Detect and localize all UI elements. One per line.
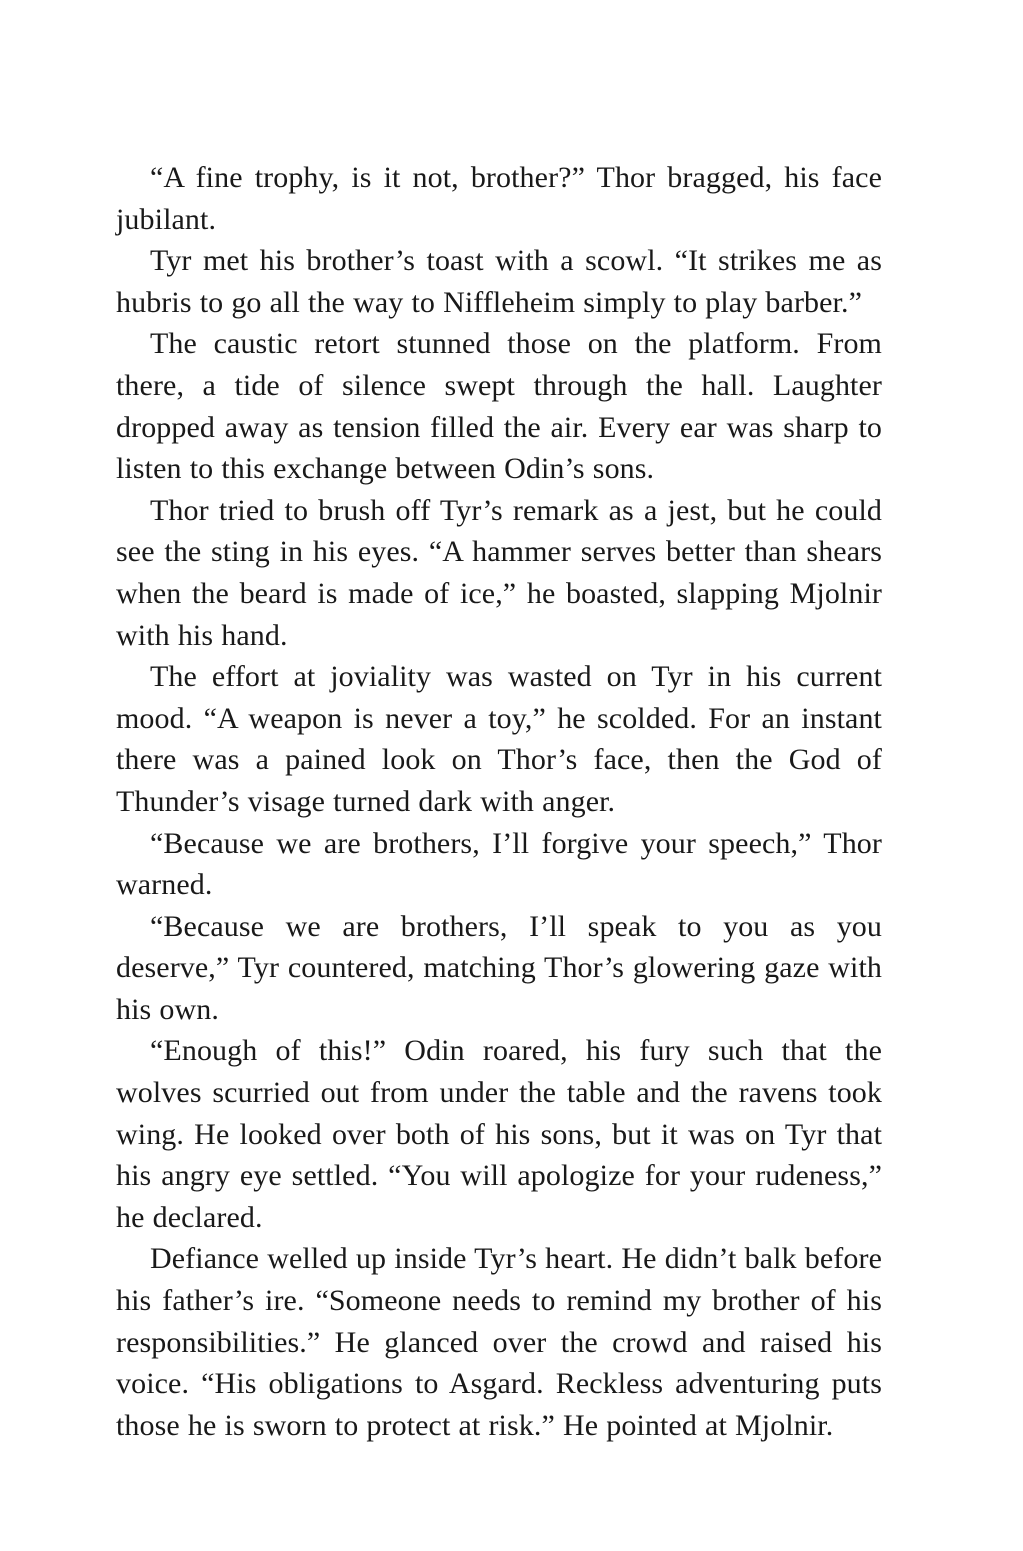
- paragraph: “Because we are brothers, I’ll forgive your speech,” Thor warned.: [116, 826, 882, 902]
- paragraph: “Because we are brothers, I’ll speak to you as you deserve,” Tyr countered, matching Thor’s glowering gaze with his own.: [116, 909, 882, 1026]
- paragraph: The effort at joviality was wasted on Tyr in his current mood. “A weapon is never a toy,” he scolded. For an instant there was a pained look on Thor’s face, then the God of Thunder’s visage turned dark with anger.: [116, 660, 882, 818]
- paragraph: The caustic retort stunned those on the platform. From there, a tide of silence swept through the hall. Laughter dropped away as tension filled the air. Every ear was sharp to listen to this exchange between Odin’s sons.: [116, 327, 882, 486]
- paragraph: “Enough of this!” Odin roared, his fury such that the wolves scurried out from under the table and the ravens took wing. He looked over both of his sons, but it was on Tyr that his angry eye settled. “You will apologize for your rudeness,” he declared.: [116, 1034, 882, 1234]
- paragraph: Defiance welled up inside Tyr’s heart. He didn’t balk before his father’s ire. “Someone needs to remind my brother of his responsibilities.” He glanced over the crowd and raised his voice. “His obligations to Asgard. Reckless adventuring puts those he is sworn to protect at risk.” He pointed at Mjolnir.: [116, 1242, 882, 1442]
- paragraph: “A fine trophy, is it not, brother?” Thor bragged, his face jubilant.: [116, 161, 882, 236]
- book-text-column: [116, 157, 882, 1446]
- paragraph: Thor tried to brush off Tyr’s remark as a jest, but he could see the sting in his eyes. “A hammer serves better than shears when the beard is made of ice,” he boasted, slapping Mjolnir with his hand.: [116, 493, 882, 652]
- paragraph: Tyr met his brother’s toast with a scowl. “It strikes me as hubris to go all the way to Niffleheim simply to play barber.”: [116, 244, 882, 319]
